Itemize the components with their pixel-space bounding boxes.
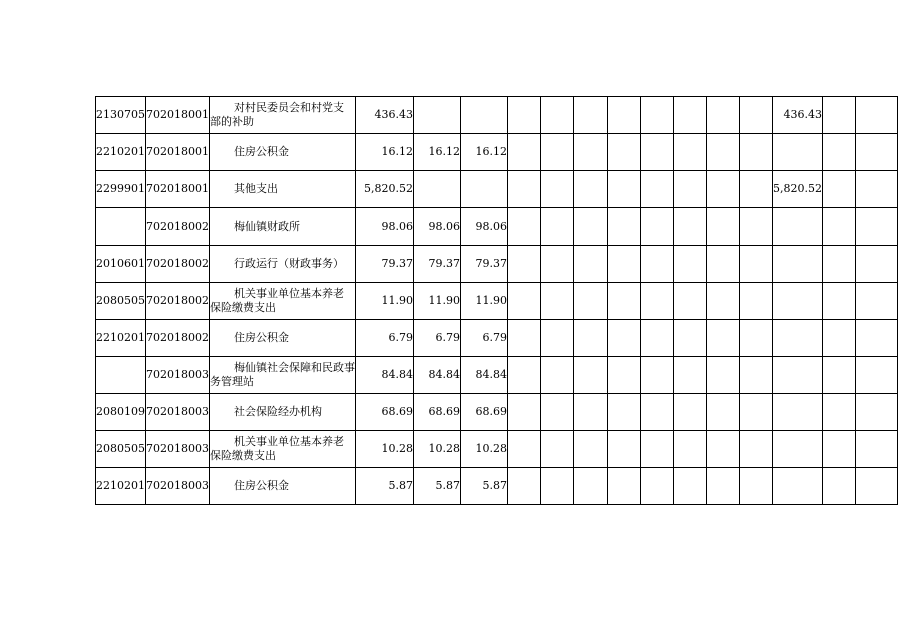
item-name-line1: 住房公积金 [234, 331, 289, 344]
amount-cell [674, 320, 707, 357]
unit-code-cell: 702018003 [146, 394, 210, 431]
function-code-cell: 2210201 [96, 320, 146, 357]
personnel-expense-cell: 10.28 [461, 431, 508, 468]
amount-cell [856, 394, 898, 431]
amount-cell [740, 171, 773, 208]
function-code-cell [96, 208, 146, 246]
budget-table [95, 96, 898, 505]
amount-cell [641, 283, 674, 320]
project-expense-cell [773, 208, 823, 246]
unit-code-cell: 702018001 [146, 97, 210, 134]
amount-cell [707, 357, 740, 394]
amount-cell [541, 134, 574, 171]
amount-cell [508, 97, 541, 134]
amount-cell [508, 468, 541, 505]
amount-cell [707, 283, 740, 320]
amount-cell [574, 97, 608, 134]
amount-cell [541, 468, 574, 505]
item-name-cell [210, 468, 356, 505]
total-amount-cell: 436.43 [356, 97, 414, 134]
amount-cell [508, 283, 541, 320]
amount-cell [608, 208, 641, 246]
amount-cell [508, 134, 541, 171]
amount-cell [641, 134, 674, 171]
amount-cell [541, 283, 574, 320]
item-name-line1: 梅仙镇社会保障和民政事 [234, 361, 355, 374]
item-name-cell [210, 208, 356, 246]
project-expense-cell [773, 394, 823, 431]
unit-code-cell: 702018003 [146, 357, 210, 394]
amount-cell [641, 208, 674, 246]
total-amount-cell: 5.87 [356, 468, 414, 505]
total-amount-cell: 10.28 [356, 431, 414, 468]
amount-cell [856, 208, 898, 246]
item-name-line1: 行政运行（财政事务） [234, 257, 344, 270]
table-row [96, 320, 898, 357]
function-code-cell [96, 357, 146, 394]
item-name-line1: 社会保险经办机构 [234, 405, 322, 418]
amount-cell [823, 283, 856, 320]
amount-cell [674, 134, 707, 171]
amount-cell [641, 357, 674, 394]
amount-cell [707, 431, 740, 468]
amount-cell [508, 357, 541, 394]
basic-expense-cell: 16.12 [414, 134, 461, 171]
amount-cell [608, 283, 641, 320]
personnel-expense-cell: 68.69 [461, 394, 508, 431]
personnel-expense-cell: 98.06 [461, 208, 508, 246]
table-row [96, 394, 898, 431]
amount-cell [574, 134, 608, 171]
amount-cell [574, 246, 608, 283]
total-amount-cell: 68.69 [356, 394, 414, 431]
project-expense-cell [773, 468, 823, 505]
amount-cell [823, 171, 856, 208]
amount-cell [541, 208, 574, 246]
unit-code-cell: 702018002 [146, 246, 210, 283]
amount-cell [574, 283, 608, 320]
personnel-expense-cell: 11.90 [461, 283, 508, 320]
amount-cell [641, 394, 674, 431]
basic-expense-cell: 98.06 [414, 208, 461, 246]
project-expense-cell [773, 283, 823, 320]
amount-cell [707, 134, 740, 171]
function-code-cell: 2210201 [96, 134, 146, 171]
amount-cell [574, 394, 608, 431]
amount-cell [856, 320, 898, 357]
amount-cell [641, 246, 674, 283]
table-row [96, 171, 898, 208]
amount-cell [508, 246, 541, 283]
personnel-expense-cell: 6.79 [461, 320, 508, 357]
amount-cell [740, 431, 773, 468]
amount-cell [608, 394, 641, 431]
amount-cell [740, 394, 773, 431]
amount-cell [674, 394, 707, 431]
amount-cell [740, 283, 773, 320]
amount-cell [740, 97, 773, 134]
amount-cell [674, 97, 707, 134]
table-row [96, 97, 898, 134]
amount-cell [574, 468, 608, 505]
basic-expense-cell: 10.28 [414, 431, 461, 468]
personnel-expense-cell: 16.12 [461, 134, 508, 171]
item-name-cell [210, 283, 356, 320]
amount-cell [674, 283, 707, 320]
total-amount-cell: 79.37 [356, 246, 414, 283]
project-expense-cell: 436.43 [773, 97, 823, 134]
basic-expense-cell: 6.79 [414, 320, 461, 357]
table-row [96, 134, 898, 171]
table-row [96, 246, 898, 283]
amount-cell [707, 208, 740, 246]
item-name-cell [210, 134, 356, 171]
table-row [96, 208, 898, 246]
amount-cell [508, 320, 541, 357]
amount-cell [574, 320, 608, 357]
amount-cell [823, 134, 856, 171]
function-code-cell: 2080109 [96, 394, 146, 431]
personnel-expense-cell: 5.87 [461, 468, 508, 505]
amount-cell [608, 97, 641, 134]
amount-cell [674, 208, 707, 246]
basic-expense-cell: 79.37 [414, 246, 461, 283]
function-code-cell: 2210201 [96, 468, 146, 505]
total-amount-cell: 5,820.52 [356, 171, 414, 208]
amount-cell [541, 431, 574, 468]
table-row [96, 357, 898, 394]
basic-expense-cell [414, 97, 461, 134]
amount-cell [823, 357, 856, 394]
function-code-cell: 2130705 [96, 97, 146, 134]
amount-cell [608, 134, 641, 171]
item-name-line2: 部的补助 [210, 115, 254, 128]
amount-cell [641, 97, 674, 134]
amount-cell [574, 208, 608, 246]
amount-cell [541, 171, 574, 208]
amount-cell [541, 246, 574, 283]
item-name-line1: 住房公积金 [234, 145, 289, 158]
amount-cell [707, 171, 740, 208]
unit-code-cell: 702018003 [146, 468, 210, 505]
amount-cell [856, 283, 898, 320]
amount-cell [508, 171, 541, 208]
basic-expense-cell: 84.84 [414, 357, 461, 394]
total-amount-cell: 16.12 [356, 134, 414, 171]
amount-cell [823, 468, 856, 505]
total-amount-cell: 6.79 [356, 320, 414, 357]
amount-cell [823, 97, 856, 134]
amount-cell [641, 171, 674, 208]
personnel-expense-cell: 79.37 [461, 246, 508, 283]
item-name-cell [210, 431, 356, 468]
amount-cell [674, 357, 707, 394]
amount-cell [823, 246, 856, 283]
item-name-line2: 务管理站 [210, 375, 254, 388]
item-name-line1: 其他支出 [234, 182, 278, 195]
amount-cell [707, 246, 740, 283]
amount-cell [707, 320, 740, 357]
item-name-line1: 机关事业单位基本养老 [234, 287, 344, 300]
amount-cell [856, 431, 898, 468]
function-code-cell: 2080505 [96, 283, 146, 320]
item-name-line1: 对村民委员会和村党支 [234, 101, 344, 114]
table-body [96, 97, 898, 505]
item-name-cell [210, 97, 356, 134]
item-name-line2: 保险缴费支出 [210, 449, 276, 462]
amount-cell [674, 171, 707, 208]
amount-cell [740, 357, 773, 394]
amount-cell [608, 431, 641, 468]
amount-cell [608, 468, 641, 505]
item-name-cell [210, 246, 356, 283]
amount-cell [508, 431, 541, 468]
item-name-line1: 梅仙镇财政所 [234, 219, 300, 233]
amount-cell [856, 97, 898, 134]
project-expense-cell [773, 357, 823, 394]
personnel-expense-cell [461, 97, 508, 134]
amount-cell [574, 431, 608, 468]
function-code-cell: 2080505 [96, 431, 146, 468]
amount-cell [856, 134, 898, 171]
table-row [96, 468, 898, 505]
item-name-line1: 住房公积金 [234, 479, 289, 492]
amount-cell [641, 431, 674, 468]
item-name-cell [210, 320, 356, 357]
amount-cell [823, 394, 856, 431]
unit-code-cell: 702018002 [146, 208, 210, 246]
amount-cell [823, 208, 856, 246]
project-expense-cell [773, 134, 823, 171]
amount-cell [541, 320, 574, 357]
amount-cell [674, 431, 707, 468]
item-name-line1: 机关事业单位基本养老 [234, 435, 344, 448]
amount-cell [707, 394, 740, 431]
amount-cell [574, 171, 608, 208]
amount-cell [608, 320, 641, 357]
item-name-cell [210, 171, 356, 208]
function-code-cell: 2299901 [96, 171, 146, 208]
personnel-expense-cell [461, 171, 508, 208]
amount-cell [508, 208, 541, 246]
item-name-line2: 保险缴费支出 [210, 301, 276, 314]
amount-cell [823, 431, 856, 468]
unit-code-cell: 702018001 [146, 171, 210, 208]
amount-cell [541, 97, 574, 134]
amount-cell [740, 320, 773, 357]
amount-cell [608, 357, 641, 394]
basic-expense-cell [414, 171, 461, 208]
personnel-expense-cell: 84.84 [461, 357, 508, 394]
basic-expense-cell: 68.69 [414, 394, 461, 431]
amount-cell [508, 394, 541, 431]
project-expense-cell [773, 431, 823, 468]
item-name-cell [210, 394, 356, 431]
amount-cell [740, 246, 773, 283]
amount-cell [641, 468, 674, 505]
amount-cell [740, 134, 773, 171]
amount-cell [641, 320, 674, 357]
function-code-cell: 2010601 [96, 246, 146, 283]
total-amount-cell: 84.84 [356, 357, 414, 394]
amount-cell [856, 246, 898, 283]
amount-cell [541, 357, 574, 394]
project-expense-cell [773, 246, 823, 283]
table-row [96, 431, 898, 468]
unit-code-cell: 702018002 [146, 320, 210, 357]
table-row [96, 283, 898, 320]
unit-code-cell: 702018001 [146, 134, 210, 171]
basic-expense-cell: 5.87 [414, 468, 461, 505]
amount-cell [856, 357, 898, 394]
amount-cell [740, 468, 773, 505]
amount-cell [574, 357, 608, 394]
amount-cell [740, 208, 773, 246]
unit-code-cell: 702018002 [146, 283, 210, 320]
unit-code-cell: 702018003 [146, 431, 210, 468]
project-expense-cell [773, 320, 823, 357]
amount-cell [823, 320, 856, 357]
amount-cell [856, 468, 898, 505]
project-expense-cell: 5,820.52 [773, 171, 823, 208]
amount-cell [541, 394, 574, 431]
amount-cell [707, 468, 740, 505]
amount-cell [707, 97, 740, 134]
amount-cell [608, 246, 641, 283]
total-amount-cell: 11.90 [356, 283, 414, 320]
total-amount-cell: 98.06 [356, 208, 414, 246]
amount-cell [608, 171, 641, 208]
amount-cell [856, 171, 898, 208]
basic-expense-cell: 11.90 [414, 283, 461, 320]
item-name-cell [210, 357, 356, 394]
amount-cell [674, 246, 707, 283]
amount-cell [674, 468, 707, 505]
